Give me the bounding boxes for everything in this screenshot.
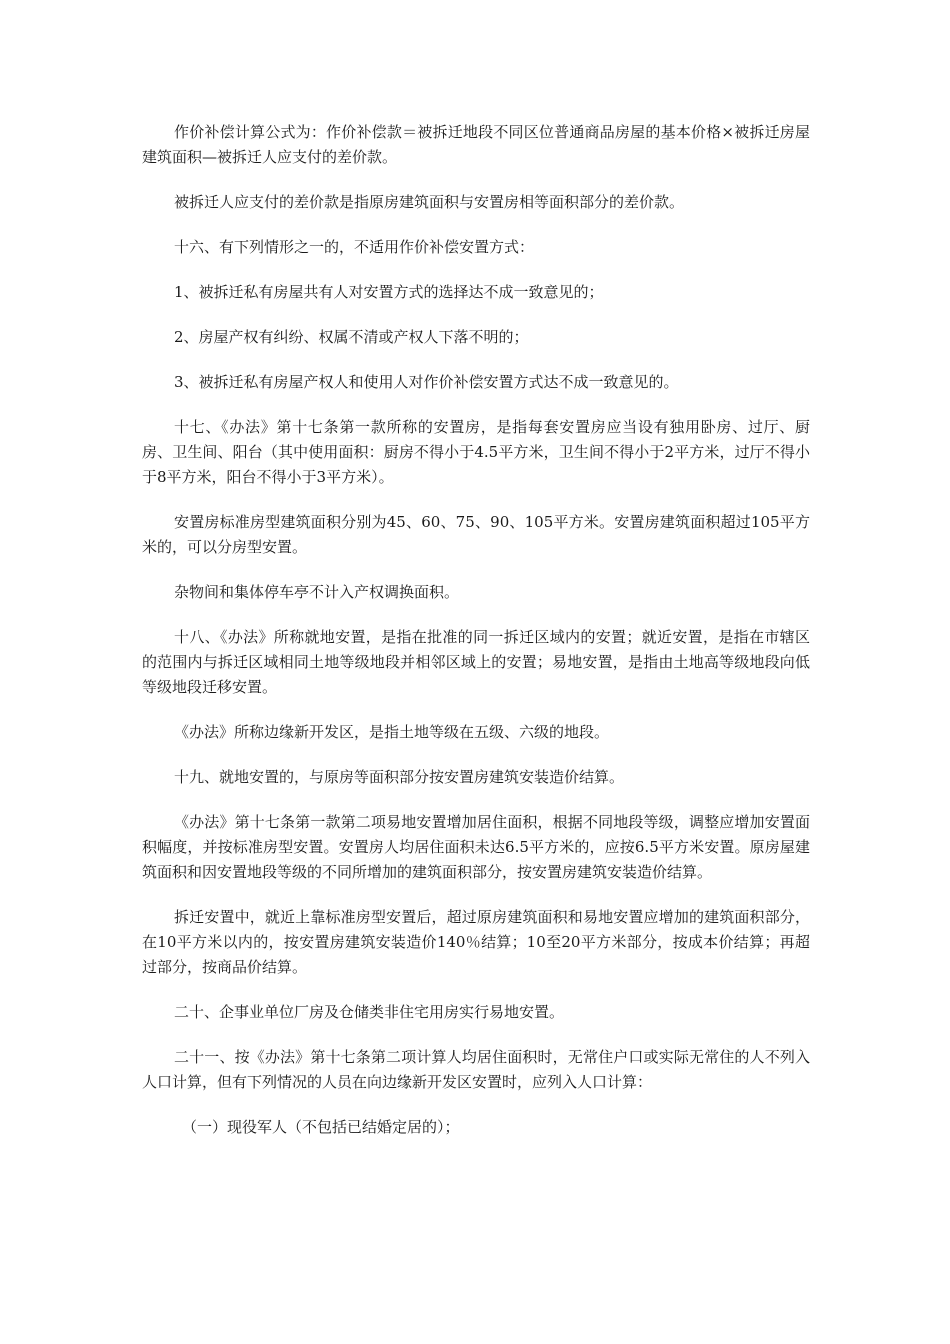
- paragraph-article-17: 十七、《办法》第十七条第一款所称的安置房，是指每套安置房应当设有独用卧房、过厅、厨房、卫生间、阳台（其中使用面积：厨房不得小于4.5平方米，卫生间不得小于2平方米，过厅不得小于8平方米，阳台不得小于3平方米）。: [142, 418, 810, 486]
- paragraph-article-16: 十六、有下列情形之一的，不适用作价补偿安置方式：: [174, 238, 535, 256]
- paragraph-standard-unit-areas: 安置房标准房型建筑面积分别为45、60、75、90、105平方米。安置房建筑面积超过105平方米的，可以分房型安置。: [142, 513, 810, 556]
- paragraph-storage-parking: 杂物间和集体停车亭不计入产权调换面积。: [174, 583, 460, 601]
- paragraph-price-difference: 被拆迁人应支付的差价款是指原房建筑面积与安置房相等面积部分的差价款。: [174, 193, 685, 211]
- paragraph-article-16-item-3: 3、被拆迁私有房屋产权人和使用人对作价补偿安置方式达不成一致意见的。: [174, 373, 679, 391]
- paragraph-article-21: 二十一、按《办法》第十七条第二项计算人均居住面积时，无常住户口或实际无常住的人不列入人口计算，但有下列情况的人员在向边缘新开发区安置时，应列入人口计算：: [142, 1048, 810, 1091]
- paragraph-relocation-area-increase: 《办法》第十七条第一款第二项易地安置增加居住面积，根据不同地段等级，调整应增加安置面积幅度，并按标准房型安置。安置房人均居住面积未达6.5平方米的，应按6.5平方米安置。原房屋建筑面积和因安置地段等级的不同所增加的建筑面积部分，按安置房建筑安装造价结算。: [142, 813, 810, 881]
- paragraph-edge-development-zone: 《办法》所称边缘新开发区，是指土地等级在五级、六级的地段。: [174, 723, 610, 741]
- paragraph-excess-area-settlement: 拆迁安置中，就近上靠标准房型安置后，超过原房建筑面积和易地安置应增加的建筑面积部分，在10平方米以内的，按安置房建筑安装造价140％结算；10至20平方米部分，按成本价结算；再超过部分，按商品价结算。: [142, 908, 810, 976]
- document-body: [142, 120, 810, 1160]
- paragraph-article-16-item-1: 1、被拆迁私有房屋共有人对安置方式的选择达不成一致意见的；: [174, 283, 604, 301]
- paragraph-article-16-item-2: 2、房屋产权有纠纷、权属不清或产权人下落不明的；: [174, 328, 529, 346]
- paragraph-article-20: 二十、企事业单位厂房及仓储类非住宅用房实行易地安置。: [174, 1003, 565, 1021]
- paragraph-article-21-item-1: （一）现役军人（不包括已结婚定居的）；: [182, 1118, 460, 1136]
- paragraph-compensation-formula: 作价补偿计算公式为：作价补偿款＝被拆迁地段不同区位普通商品房屋的基本价格×被拆迁房屋建筑面积—被拆迁人应支付的差价款。: [142, 123, 810, 166]
- paragraph-article-19: 十九、就地安置的，与原房等面积部分按安置房建筑安装造价结算。: [174, 768, 625, 786]
- paragraph-article-18: 十八、《办法》所称就地安置，是指在批准的同一拆迁区域内的安置；就近安置，是指在市辖区的范围内与拆迁区域相同土地等级地段并相邻区域上的安置；易地安置，是指由土地高等级地段向低等级地段迁移安置。: [142, 628, 810, 696]
